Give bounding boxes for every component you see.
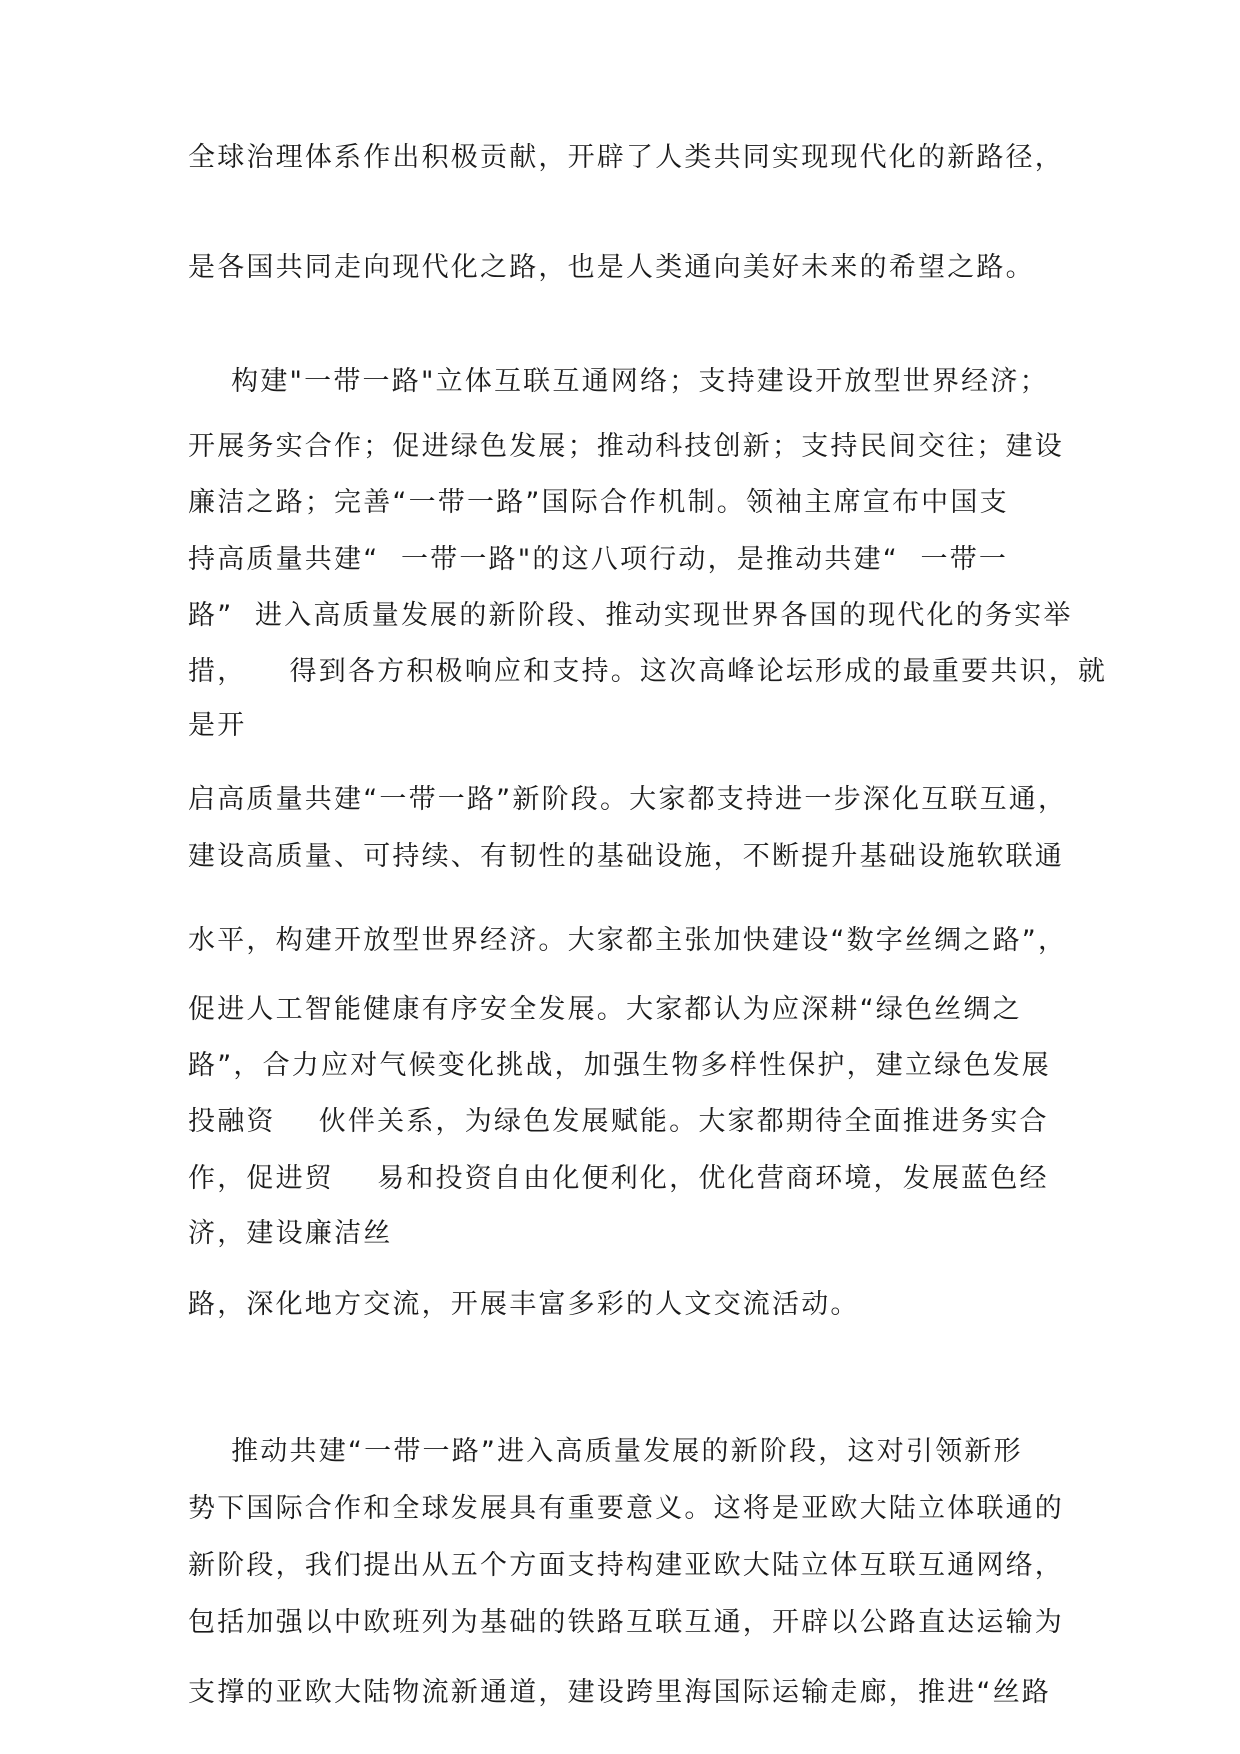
text-line: 持高质量共建“ 一带一路"的这八项行动，是推动共建“ 一带一 <box>188 544 1009 575</box>
text-line: 是各国共同走向现代化之路，也是人类通向美好未来的希望之路。 <box>188 252 1035 283</box>
text-line: 廉洁之路；完善“一带一路”国际合作机制。领袖主席宣布中国支 <box>188 487 1009 518</box>
text-line: 路” 进入高质量发展的新阶段、推动实现世界各国的现代化的务实举 <box>188 600 1073 631</box>
text-line: 新阶段，我们提出从五个方面支持构建亚欧大陆立体互联互通网络， <box>188 1550 1064 1581</box>
text-line: 路，深化地方交流，开展丰富多彩的人文交流活动。 <box>188 1289 860 1320</box>
text-line: 路”，合力应对气候变化挑战，加强生物多样性保护，建立绿色发展 <box>188 1050 1051 1081</box>
text-line: 包括加强以中欧班列为基础的铁路互联互通，开辟以公路直达运输为 <box>188 1607 1064 1638</box>
text-line: 构建"一带一路"立体互联互通网络；支持建设开放型世界经济； <box>188 366 1049 397</box>
text-line: 开展务实合作；促进绿色发展；推动科技创新；支持民间交往；建设 <box>188 431 1064 462</box>
text-line: 作，促进贸 易和投资自由化便利化，优化营商环境，发展蓝色经 <box>188 1163 1049 1194</box>
text-line: 势下国际合作和全球发展具有重要意义。这将是亚欧大陆立体联通的 <box>188 1493 1064 1524</box>
text-line: 是开 <box>188 710 247 741</box>
text-line: 济，建设廉洁丝 <box>188 1218 393 1249</box>
text-line: 建设高质量、可持续、有韧性的基础设施，不断提升基础设施软联通 <box>188 841 1064 872</box>
text-line: 启高质量共建“一带一路”新阶段。大家都支持进一步深化互联互通， <box>188 784 1068 815</box>
text-line: 投融资 伙伴关系，为绿色发展赋能。大家都期待全面推进务实合 <box>188 1106 1049 1137</box>
text-line: 推动共建“一带一路”进入高质量发展的新阶段，这对引领新形 <box>188 1436 1023 1467</box>
text-line: 水平，构建开放型世界经济。大家都主张加快建设“数字丝绸之路”， <box>188 925 1068 956</box>
text-line: 促进人工智能健康有序安全发展。大家都认为应深耕“绿色丝绸之 <box>188 994 1022 1025</box>
text-line: 全球治理体系作出积极贡献，开辟了人类共同实现现代化的新路径， <box>188 142 1064 173</box>
text-line: 支撑的亚欧大陆物流新通道，建设跨里海国际运输走廊，推进“丝路 <box>188 1677 1051 1708</box>
text-line: 措， 得到各方积极响应和支持。这次高峰论坛形成的最重要共识，就 <box>188 656 1108 687</box>
